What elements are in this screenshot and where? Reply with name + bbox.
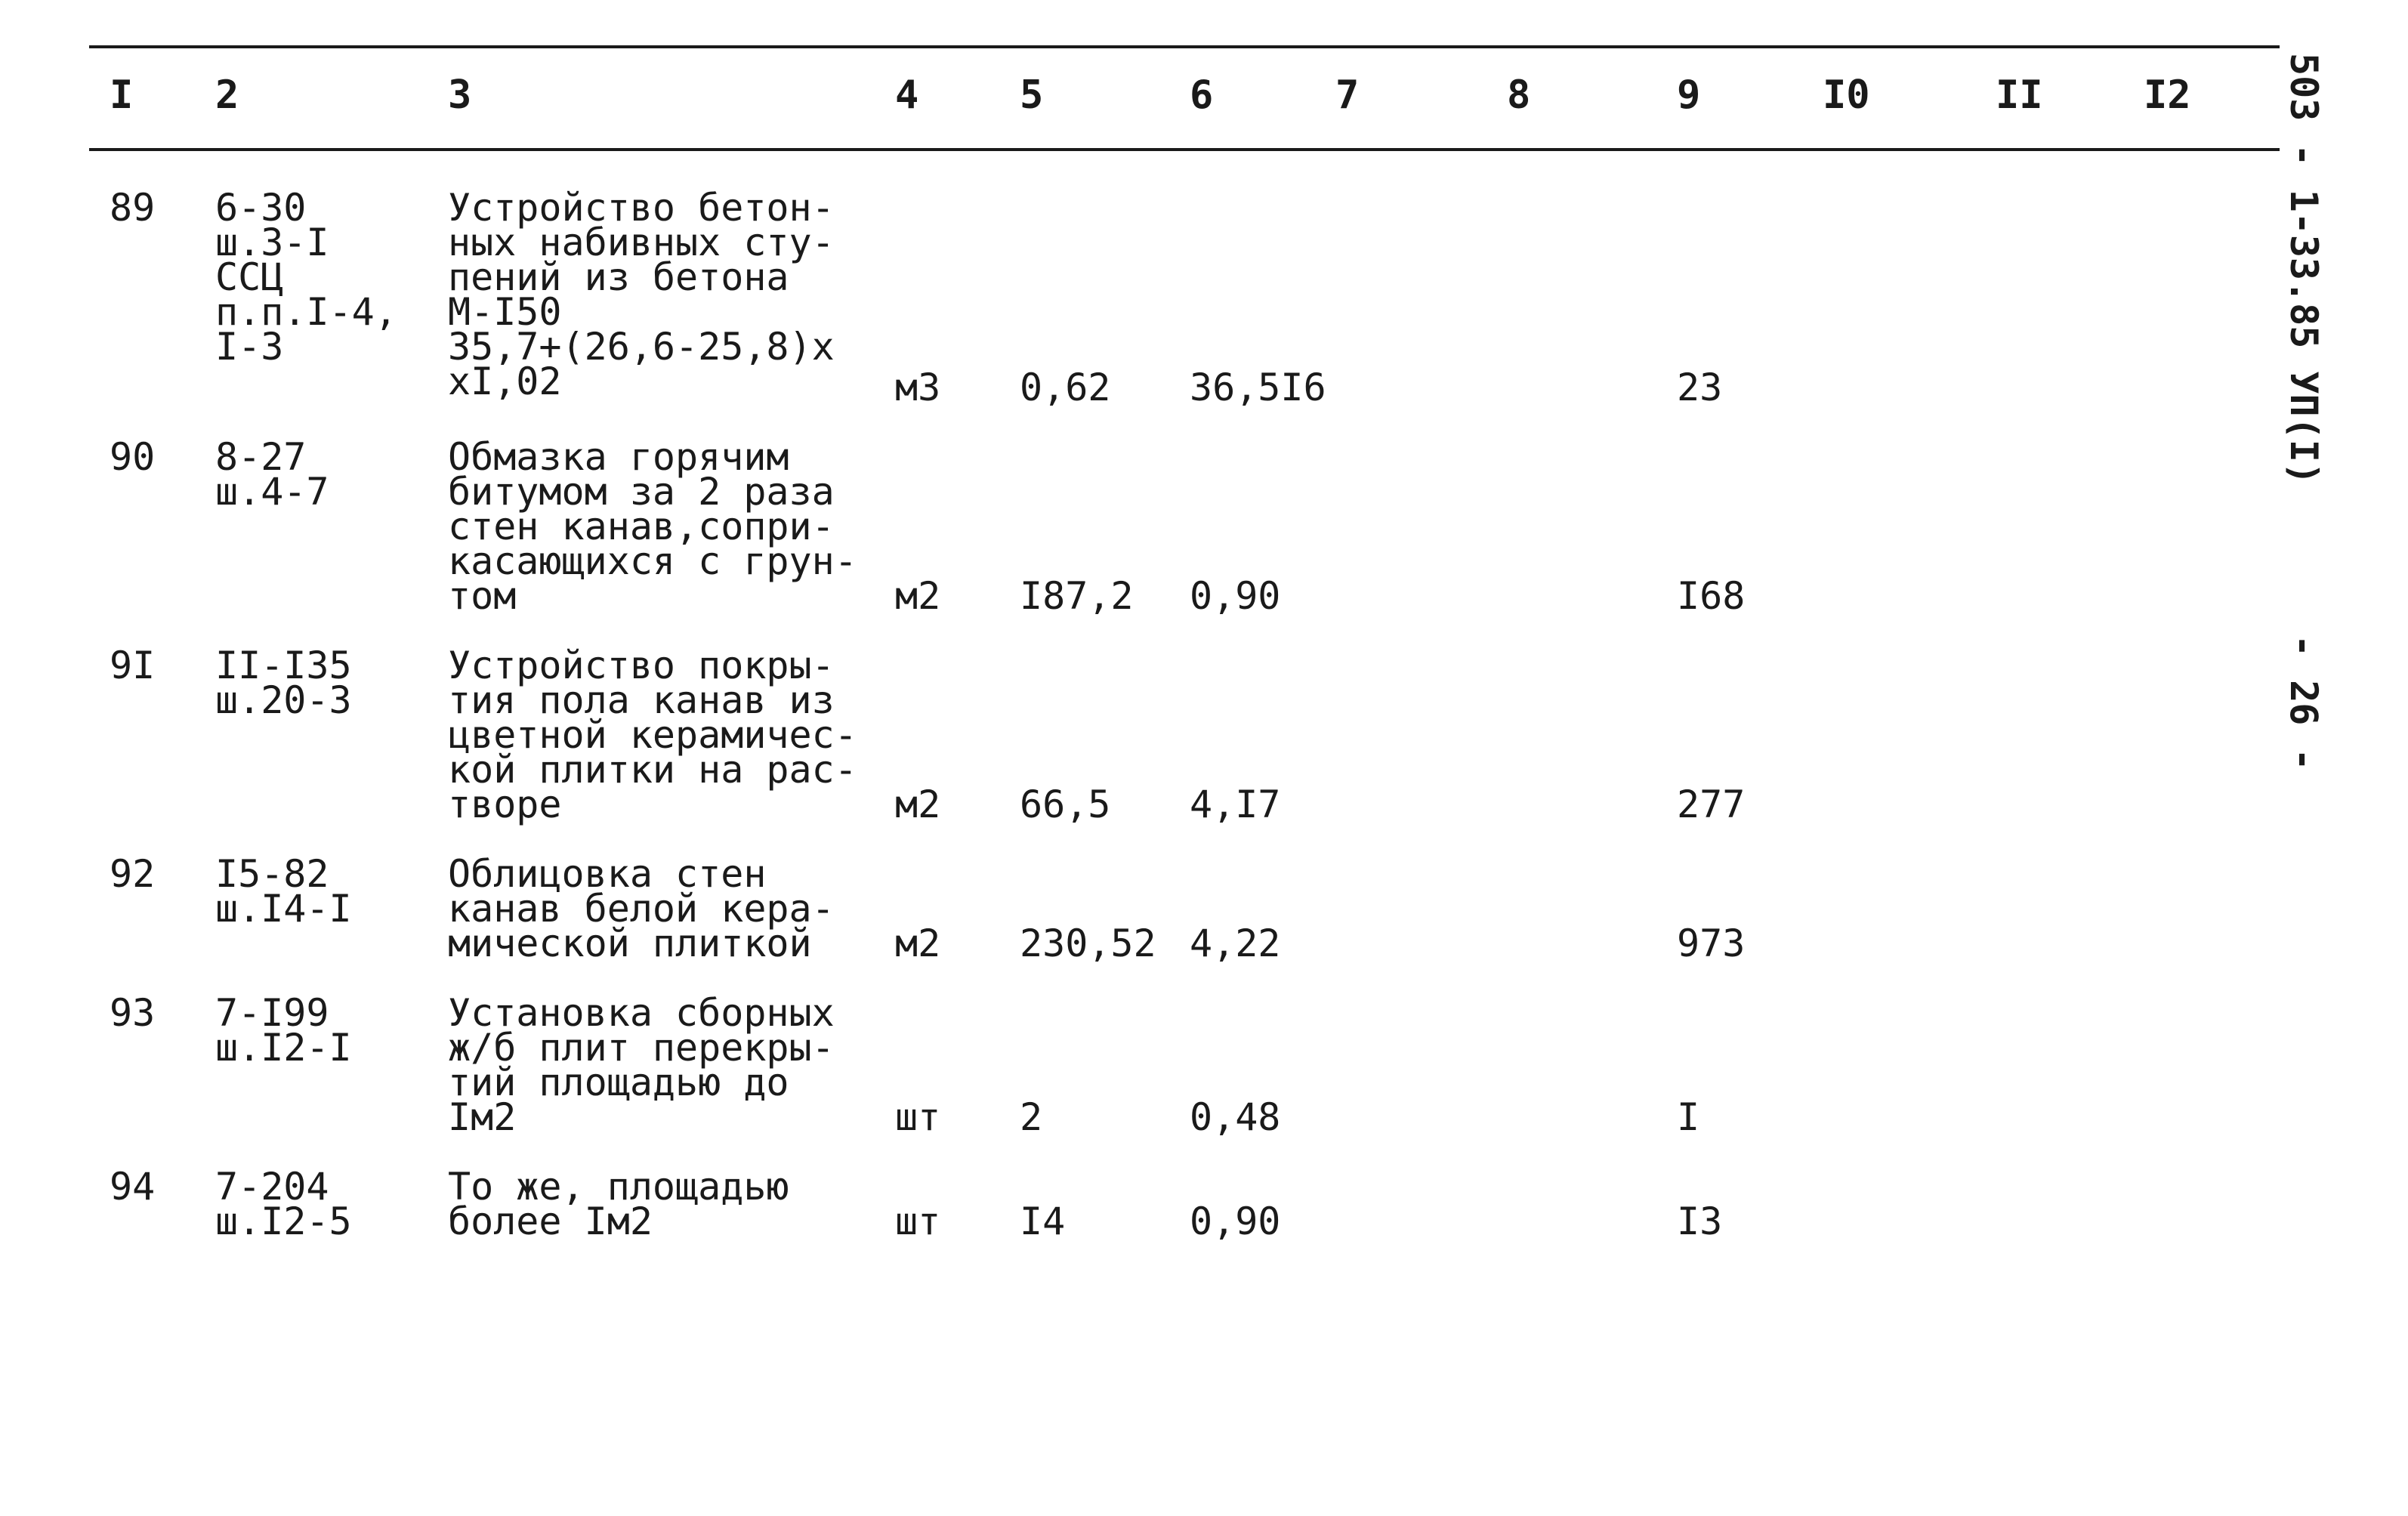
row-number: 92 xyxy=(110,852,156,896)
unit: м3 xyxy=(895,366,941,409)
unit-price: 0,90 xyxy=(1190,574,1281,618)
unit: шт xyxy=(895,1200,941,1243)
column-header-7: 7 xyxy=(1335,73,1360,118)
total-cost: 277 xyxy=(1677,783,1746,826)
quantity: I4 xyxy=(1020,1200,1066,1243)
norm-code: 7-204 ш.I2-5 xyxy=(215,1165,352,1243)
column-header-11: II xyxy=(1996,73,2043,118)
quantity: I87,2 xyxy=(1020,574,1134,618)
quantity: 230,52 xyxy=(1020,922,1156,965)
quantity: 0,62 xyxy=(1020,366,1111,409)
unit-price: 0,90 xyxy=(1190,1200,1281,1243)
document-code: 503 - 1-33.85 УП(I) xyxy=(2282,53,2326,485)
total-cost: 973 xyxy=(1677,922,1746,965)
table-header-rule xyxy=(89,148,2280,151)
work-description: Обмазка горячим битумом за 2 раза стен канав,сопри- касающихся с грун- том xyxy=(448,435,857,618)
norm-code: 7-I99 ш.I2-I xyxy=(215,991,352,1070)
unit: м2 xyxy=(895,574,941,618)
norm-code: II-I35 ш.20-3 xyxy=(215,644,352,722)
row-number: 9I xyxy=(110,644,156,687)
norm-code: 8-27 ш.4-7 xyxy=(215,435,329,514)
column-header-8: 8 xyxy=(1507,73,1531,118)
work-description: Устройство бетон- ных набивных сту- пений из бетона М-I50 35,7+(26,6-25,8)x xI,02 xyxy=(448,186,835,403)
column-header-2: 2 xyxy=(215,73,239,118)
row-number: 90 xyxy=(110,435,156,479)
unit: шт xyxy=(895,1095,941,1139)
row-number: 89 xyxy=(110,186,156,230)
total-cost: I xyxy=(1677,1095,1700,1139)
table-top-rule xyxy=(89,45,2280,48)
unit-price: 4,22 xyxy=(1190,922,1281,965)
work-description: Облицовка стен канав белой кера- мической плиткой xyxy=(448,852,835,965)
norm-code: 6-30 ш.3-I ССЦ п.п.I-4, I-3 xyxy=(215,186,397,369)
unit-price: 36,5I6 xyxy=(1190,366,1326,409)
work-description: То же, площадью более Iм2 xyxy=(448,1165,789,1243)
unit-price: 0,48 xyxy=(1190,1095,1281,1139)
total-cost: I3 xyxy=(1677,1200,1723,1243)
norm-code: I5-82 ш.I4-I xyxy=(215,852,352,931)
page-number: - 26 - xyxy=(2282,634,2326,771)
row-number: 93 xyxy=(110,991,156,1035)
unit: м2 xyxy=(895,922,941,965)
quantity: 2 xyxy=(1020,1095,1043,1139)
column-header-5: 5 xyxy=(1020,73,1044,118)
work-description: Устройство покры- тия пола канав из цветной керамичес- кой плитки на рас- творе xyxy=(448,644,857,826)
unit: м2 xyxy=(895,783,941,826)
column-header-10: I0 xyxy=(1823,73,1870,118)
column-header-3: 3 xyxy=(448,73,472,118)
total-cost: 23 xyxy=(1677,366,1723,409)
unit-price: 4,I7 xyxy=(1190,783,1281,826)
work-description: Установка сборных ж/б плит перекры- тий площадью до Iм2 xyxy=(448,991,835,1139)
total-cost: I68 xyxy=(1677,574,1746,618)
column-header-6: 6 xyxy=(1190,73,1214,118)
column-header-1: I xyxy=(110,73,134,118)
column-header-9: 9 xyxy=(1677,73,1701,118)
column-header-12: I2 xyxy=(2144,73,2191,118)
quantity: 66,5 xyxy=(1020,783,1111,826)
row-number: 94 xyxy=(110,1165,156,1209)
column-header-4: 4 xyxy=(895,73,919,118)
